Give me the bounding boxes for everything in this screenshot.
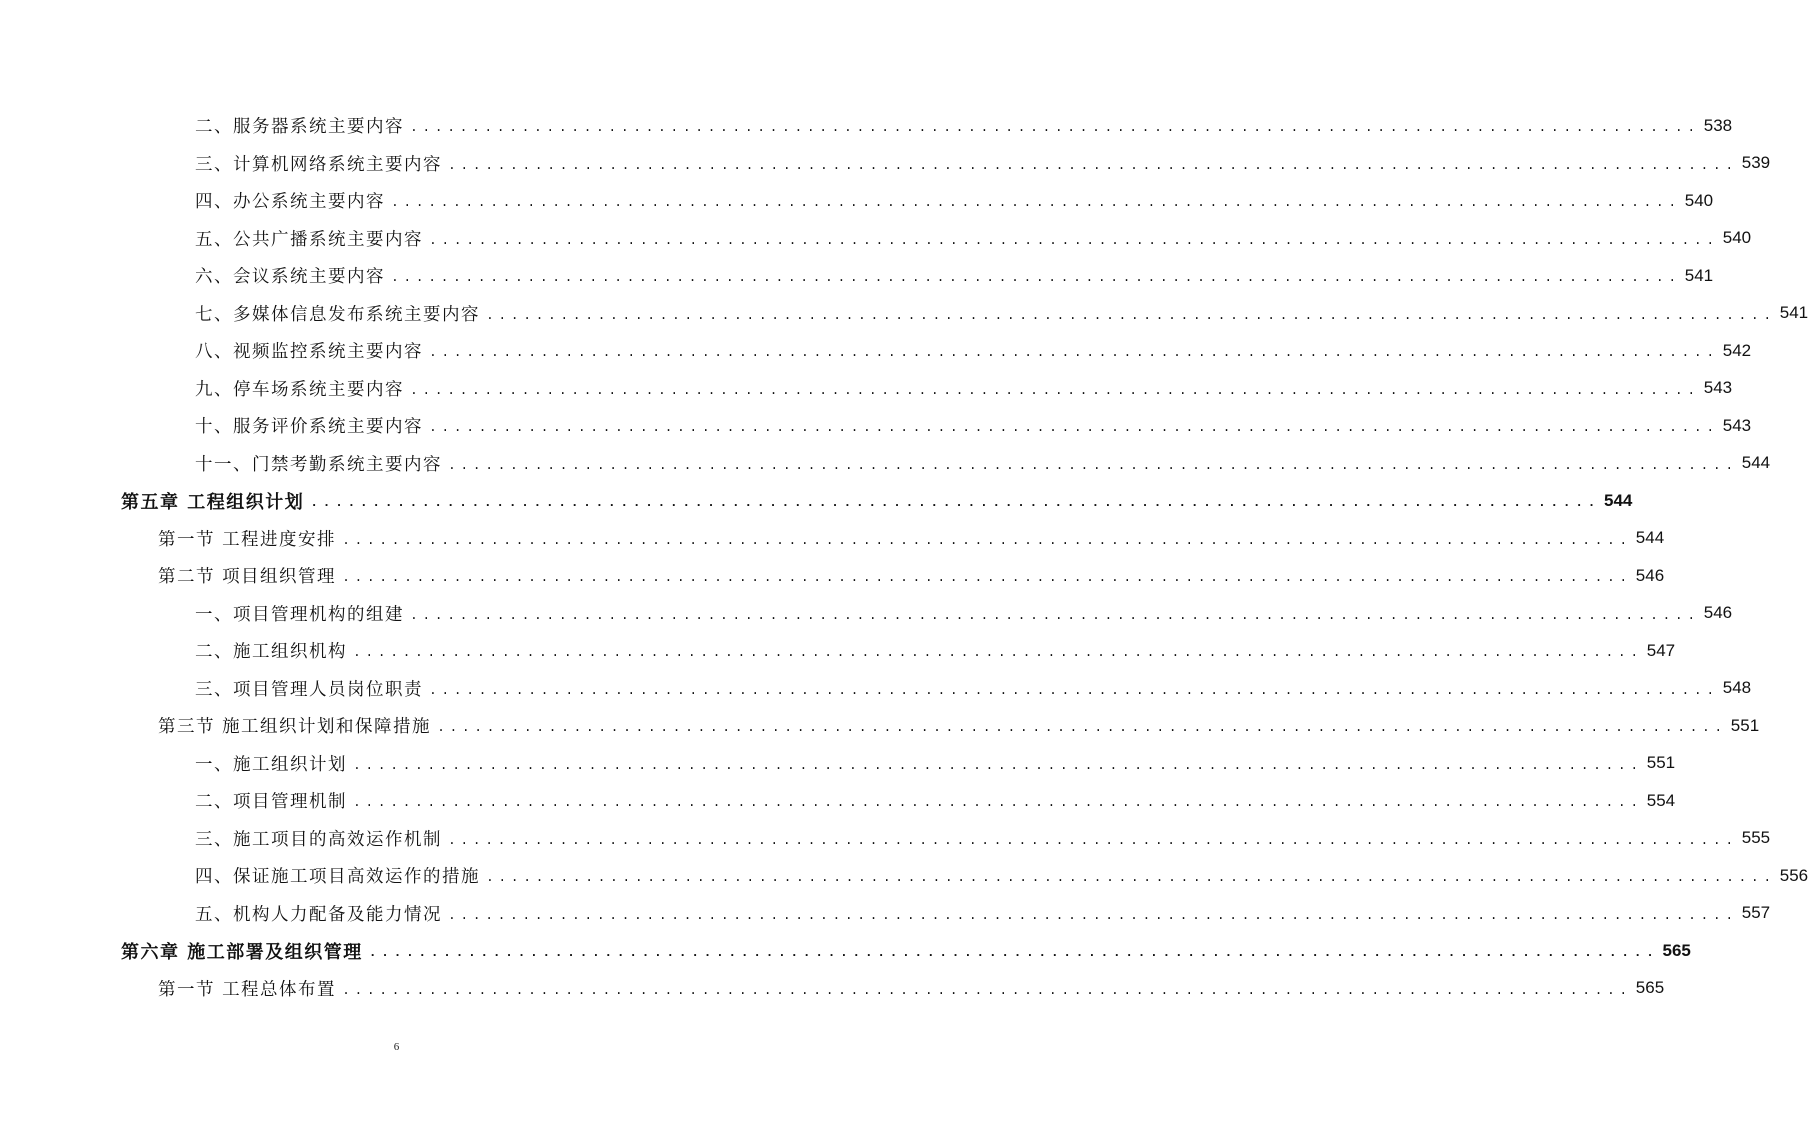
toc-dot-leader: ........................................................................................................	[353, 645, 1643, 661]
toc-dot-leader: ........................................................................................................	[342, 982, 1632, 998]
toc-entry-title: 四、办公系统主要内容	[195, 192, 385, 213]
toc-dot-leader: ........................................................................................................	[448, 457, 1738, 473]
toc-dot-leader: ........................................................................................................	[486, 870, 1776, 886]
toc-entry-page: 565	[1635, 978, 1665, 998]
toc-entry-title: 二、施工组织机构	[195, 642, 347, 663]
toc-entry-page: 556	[1779, 865, 1809, 885]
toc-entry-page: 542	[1722, 340, 1752, 360]
toc-subsection-entry[interactable]	[0, 370, 1733, 408]
toc-dot-leader: ........................................................................................................	[391, 195, 1681, 211]
toc-subsection-entry[interactable]	[0, 820, 1771, 858]
table-of-contents	[0, 107, 1809, 1007]
toc-entry-title: 第三节 施工组织计划和保障措施	[158, 717, 432, 738]
toc-dot-leader: ........................................................................................................	[410, 607, 1700, 623]
toc-entry-title: 一、施工组织计划	[195, 754, 347, 775]
toc-subsection-entry[interactable]	[0, 295, 1809, 333]
toc-entry-page: 543	[1722, 415, 1752, 435]
toc-subsection-entry[interactable]	[0, 595, 1733, 633]
toc-dot-leader: ........................................................................................................	[353, 757, 1643, 773]
toc-dot-leader: ........................................................................................................	[448, 907, 1738, 923]
toc-subsection-entry[interactable]	[0, 782, 1676, 820]
toc-subsection-entry[interactable]	[0, 220, 1752, 258]
toc-subsection-entry[interactable]	[0, 257, 1714, 295]
toc-subsection-entry[interactable]	[0, 182, 1714, 220]
toc-entry-page: 547	[1646, 640, 1676, 660]
toc-chapter-entry[interactable]	[0, 482, 1633, 520]
toc-entry-page: 551	[1730, 715, 1760, 735]
toc-section-entry[interactable]	[0, 707, 1760, 745]
toc-entry-page: 555	[1741, 828, 1771, 848]
toc-entry-title: 十一、门禁考勤系统主要内容	[195, 454, 442, 475]
toc-dot-leader: ........................................................................................................	[429, 345, 1719, 361]
toc-dot-leader: ........................................................................................................	[448, 157, 1738, 173]
toc-entry-page: 548	[1722, 678, 1752, 698]
toc-dot-leader: ........................................................................................................	[410, 382, 1700, 398]
toc-entry-page: 546	[1635, 565, 1665, 585]
toc-entry-title: 五、机构人力配备及能力情况	[195, 904, 442, 925]
toc-entry-title: 一、项目管理机构的组建	[195, 604, 404, 625]
toc-dot-leader: ........................................................................................................	[429, 682, 1719, 698]
toc-entry-title: 二、服务器系统主要内容	[195, 117, 404, 138]
page-number: 6	[393, 1041, 400, 1053]
toc-dot-leader: ........................................................................................................	[429, 420, 1719, 436]
toc-entry-page: 540	[1684, 190, 1714, 210]
toc-entry-title: 第一节 工程进度安排	[158, 529, 337, 550]
toc-entry-title: 三、施工项目的高效运作机制	[195, 829, 442, 850]
toc-dot-leader: ........................................................................................................	[342, 532, 1632, 548]
toc-entry-title: 第二节 项目组织管理	[158, 567, 337, 588]
toc-entry-page: 544	[1741, 453, 1771, 473]
toc-subsection-entry[interactable]	[0, 632, 1676, 670]
toc-dot-leader: ........................................................................................................	[353, 795, 1643, 811]
toc-subsection-entry[interactable]	[0, 145, 1771, 183]
toc-entry-page: 544	[1635, 528, 1665, 548]
toc-subsection-entry[interactable]	[0, 332, 1752, 370]
toc-entry-page: 543	[1703, 378, 1733, 398]
toc-section-entry[interactable]	[0, 970, 1665, 1008]
toc-dot-leader: ........................................................................................................	[391, 270, 1681, 286]
toc-entry-title: 第一节 工程总体布置	[158, 979, 337, 1000]
toc-entry-page: 546	[1703, 603, 1733, 623]
toc-entry-title: 三、项目管理人员岗位职责	[195, 679, 423, 700]
toc-entry-page: 565	[1662, 940, 1691, 960]
toc-dot-leader: ........................................................................................................	[342, 570, 1632, 586]
toc-dot-leader: ........................................................................................................	[429, 232, 1719, 248]
toc-entry-title: 第六章 施工部署及组织管理	[121, 941, 363, 963]
toc-dot-leader: ........................................................................................................	[448, 832, 1738, 848]
toc-entry-page: 554	[1646, 790, 1676, 810]
toc-entry-page: 539	[1741, 153, 1771, 173]
toc-entry-title: 三、计算机网络系统主要内容	[195, 154, 442, 175]
toc-entry-title: 第五章 工程组织计划	[121, 491, 305, 513]
toc-subsection-entry[interactable]	[0, 745, 1676, 783]
toc-dot-leader: ........................................................................................................	[310, 495, 1601, 511]
toc-section-entry[interactable]	[0, 557, 1665, 595]
toc-entry-page: 538	[1703, 115, 1733, 135]
toc-subsection-entry[interactable]	[0, 670, 1752, 708]
toc-dot-leader: ........................................................................................................	[486, 307, 1776, 323]
toc-entry-title: 八、视频监控系统主要内容	[195, 342, 423, 363]
toc-entry-title: 七、多媒体信息发布系统主要内容	[195, 304, 480, 325]
toc-subsection-entry[interactable]	[0, 407, 1752, 445]
toc-entry-page: 540	[1722, 228, 1752, 248]
toc-section-entry[interactable]	[0, 520, 1665, 558]
toc-entry-title: 十、服务评价系统主要内容	[195, 417, 423, 438]
toc-entry-page: 541	[1684, 265, 1714, 285]
toc-subsection-entry[interactable]	[0, 107, 1733, 145]
toc-entry-title: 四、保证施工项目高效运作的措施	[195, 867, 480, 888]
toc-subsection-entry[interactable]	[0, 895, 1771, 933]
toc-chapter-entry[interactable]	[0, 932, 1691, 970]
toc-subsection-entry[interactable]	[0, 445, 1771, 483]
toc-dot-leader: ........................................................................................................	[437, 720, 1727, 736]
toc-entry-page: 557	[1741, 903, 1771, 923]
toc-entry-page: 541	[1779, 303, 1809, 323]
toc-subsection-entry[interactable]	[0, 857, 1809, 895]
toc-entry-title: 五、公共广播系统主要内容	[195, 229, 423, 250]
toc-entry-page: 544	[1604, 490, 1633, 510]
toc-entry-title: 九、停车场系统主要内容	[195, 379, 404, 400]
toc-dot-leader: ........................................................................................................	[368, 945, 1659, 961]
toc-entry-title: 二、项目管理机制	[195, 792, 347, 813]
toc-dot-leader: ........................................................................................................	[410, 120, 1700, 136]
toc-entry-page: 551	[1646, 753, 1676, 773]
toc-entry-title: 六、会议系统主要内容	[195, 267, 385, 288]
